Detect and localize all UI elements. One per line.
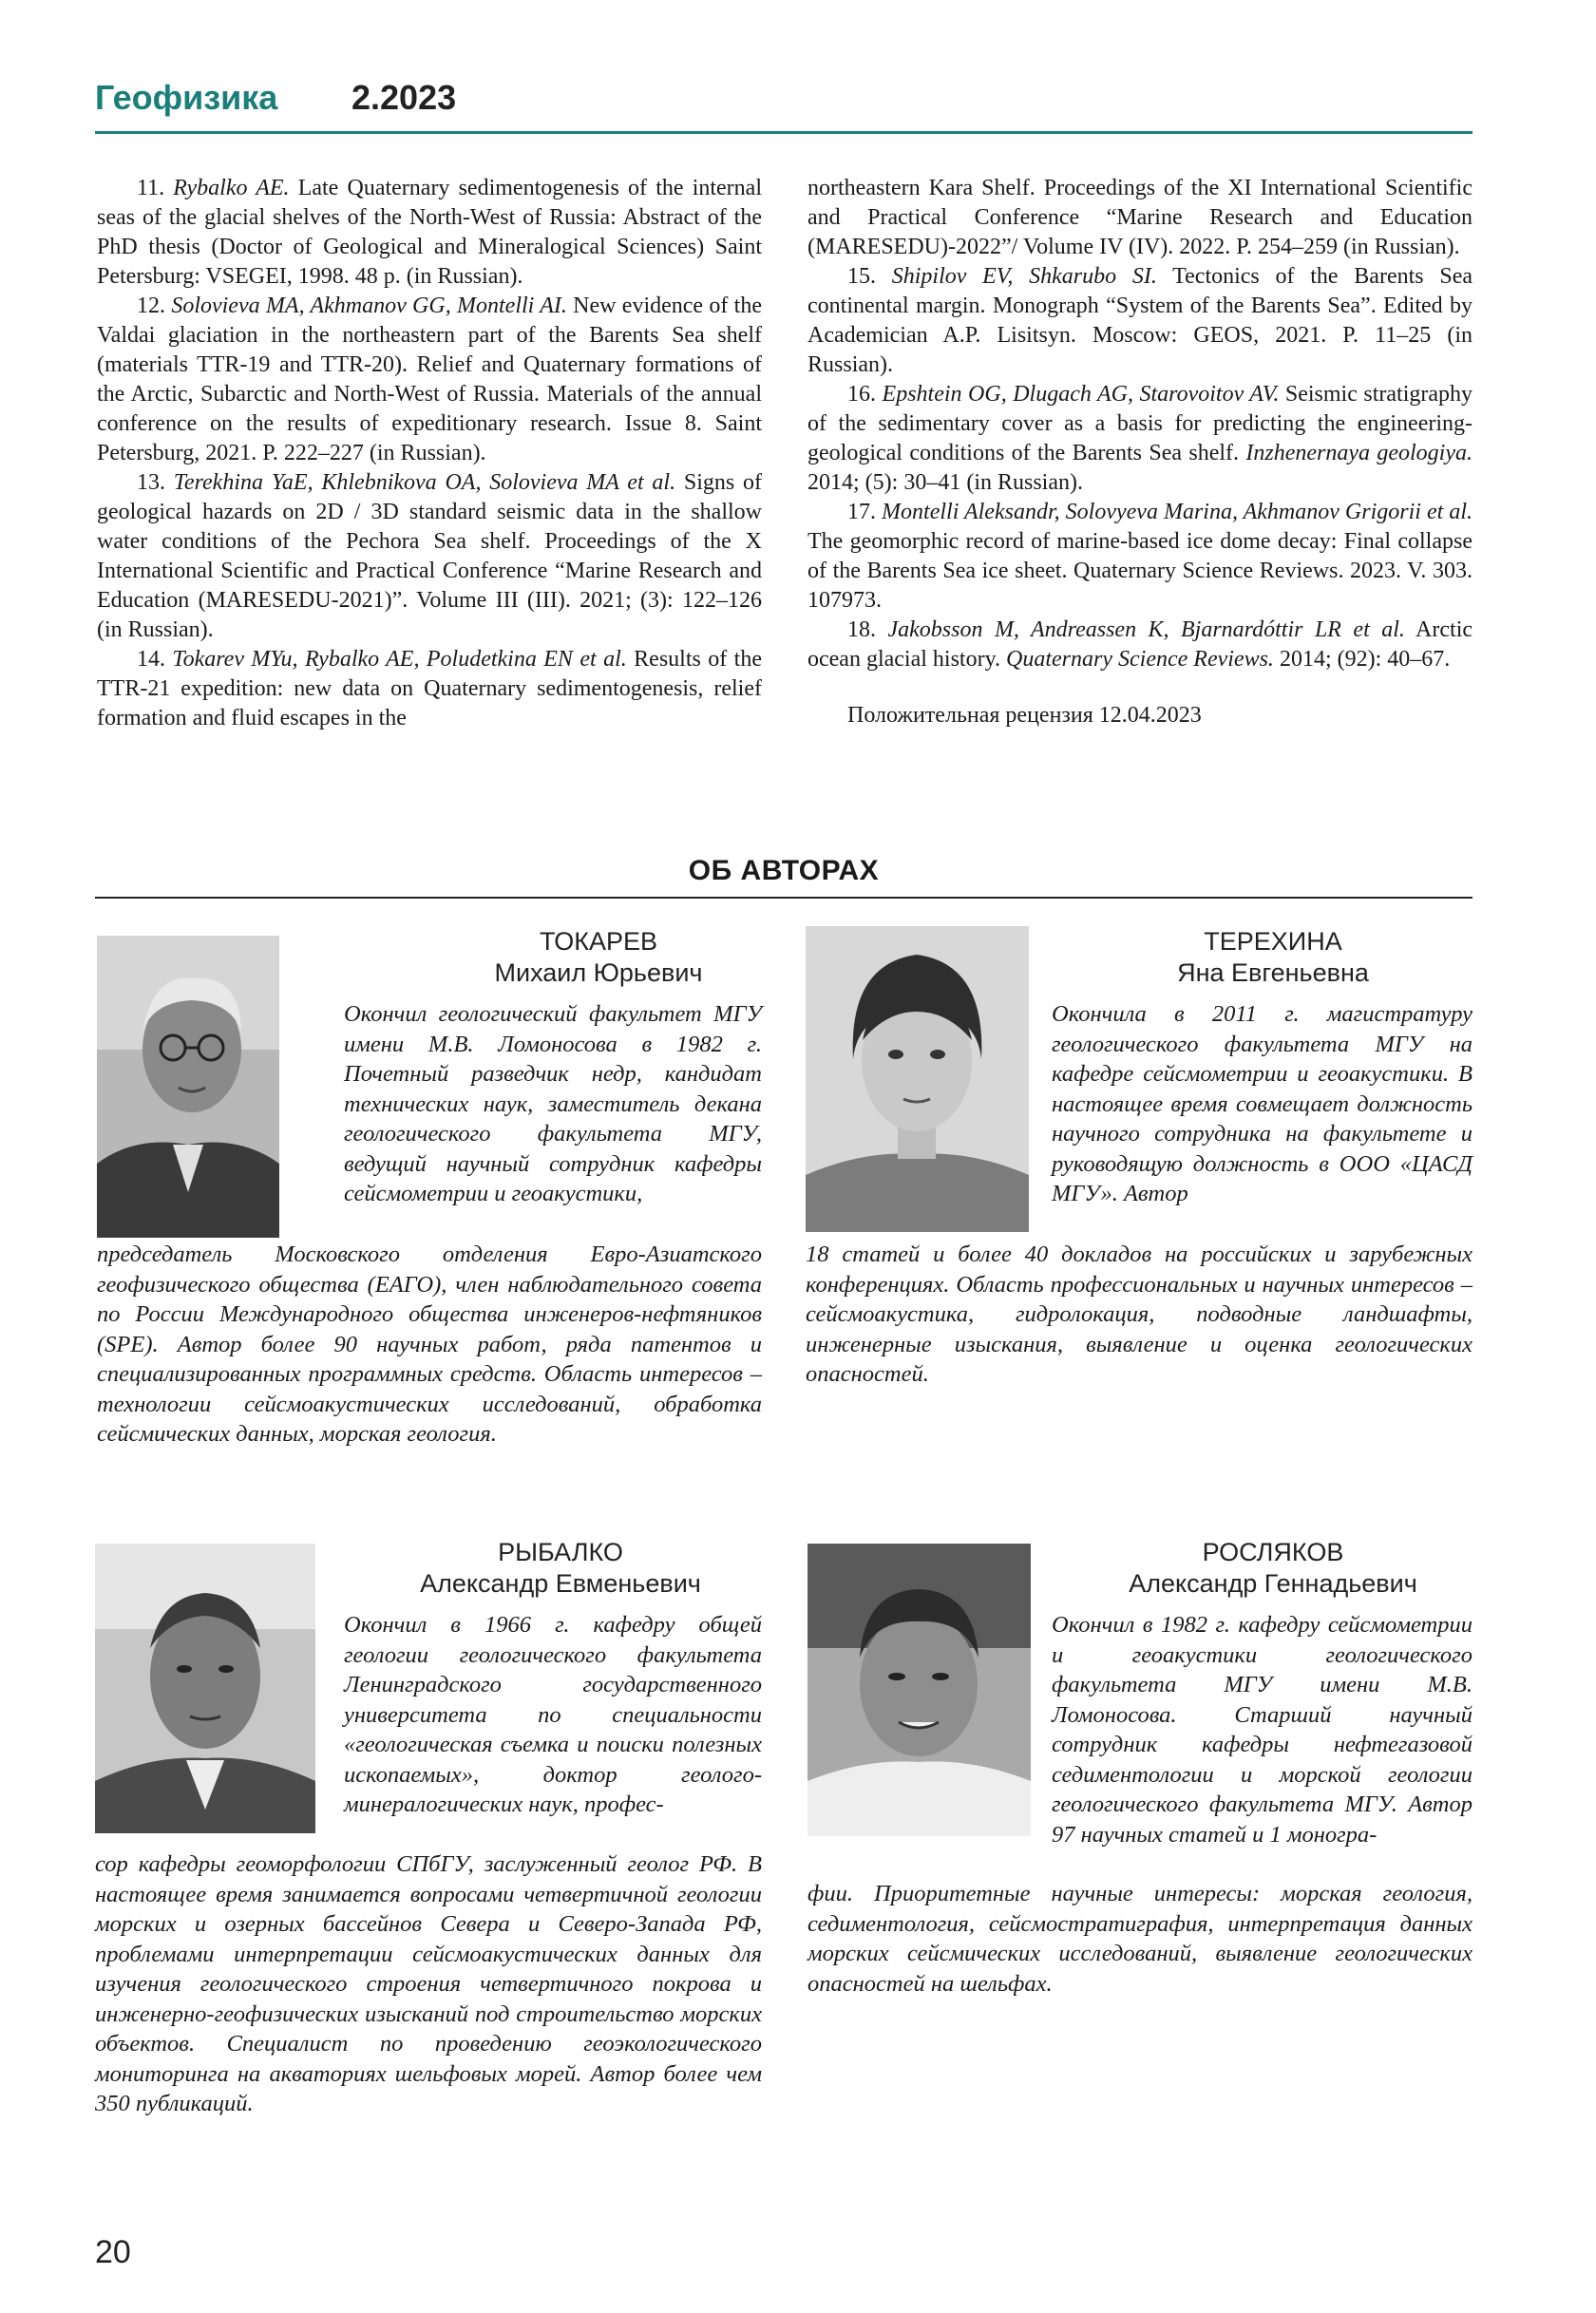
author-name-rybalko	[370, 1537, 750, 1600]
author-surname: ТОКАРЕВ	[539, 927, 658, 956]
references-left-column	[97, 174, 762, 733]
references-right-column	[808, 174, 1472, 730]
journal-title: Геофизика	[95, 78, 278, 117]
reference-item: 14. Tokarev MYu, Rybalko AE, Poludetkina EN et al. Results of the TTR-21 expedition: new data on Quaternary sedimentogenesis, relief formation and fluid escapes in the	[97, 647, 762, 730]
reference-item: 16. Epshtein OG, Dlugach AG, Starovoitov AV. Seismic stratigraphy of the sedimentary cover as a basis for predicting the engineering-geological conditions of the Barents Sea shelf. Inzhenernaya geologiya. 2014; (5): 30–41 (in Russian).	[808, 382, 1473, 495]
author-bio-terekhina: Окончила в 2011 г. магистратуру геологического факультета МГУ на кафедре сейсмометрии и геоакустики. В настоящее время совмещает должность научного сотрудника на факультете и руководящую должность в ООО «ЦАСД МГУ». Автор	[1052, 1001, 1472, 1206]
reference-item: 13. Terekhina YaE, Khlebnikova OA, Solovieva MA et al. Signs of geological hazards on 2D / 3D standard seismic data in the shallow water conditions of the Pechora Sea shelf. Proceedings of the X International Scientific and Practical Conference “Marine Research and Education (MARESEDU-2021)”. Volume III (III). 2021; (3): 122–126 (in Russian).	[97, 470, 762, 642]
author-given-name: Яна Евгеньевна	[1177, 958, 1369, 987]
reference-item: 17. Montelli Aleksandr, Solovyeva Marina, Akhmanov Grigorii et al. The geomorphic record of marine-based ice dome decay: Final collapse of the Barents Sea ice sheet. Quaternary Science Reviews. 2023. V. 303. 107973.	[808, 500, 1472, 613]
reference-item: 18. Jakobsson M, Andreassen K, Bjarnardóttir LR et al. Arctic ocean glacial history. Quaternary Science Reviews. 2014; (92): 40–67.	[808, 617, 1473, 672]
author-bio-rybalko: Окончил в 1966 г. кафедру общей геологии геологического факультета Ленинградского государственного университета по специальности «геологическая съемка и поиски полезных ископаемых», доктор геолого-минералогических наук, профес-	[344, 1612, 762, 1817]
author-surname: РОСЛЯКОВ	[1202, 1538, 1344, 1566]
reference-item: 15. Shipilov EV, Shkarubo SI. Tectonics of the Barents Sea continental margin. Monograph “System of the Barents Sea”. Edited by Academician A.P. Lisitsyn. Moscow: GEOS, 2021. P. 11–25 (in Russian).	[808, 264, 1473, 377]
author-bio-roslyakov-cont: фии. Приоритетные научные интересы: морская геология, седиментология, сейсмостратиграфия, интерпретация данных морских сейсмических исследований, выявление геологических опасностей на шельфах.	[808, 1881, 1472, 1997]
author-bio-tokarev: Окончил геологический факультет МГУ имени М.В. Ломоносова в 1982 г. Почетный разведчик недр, кандидат технических наук, заместитель декана геологического факультета МГУ, ведущий научный сотрудник кафедры сейсмометрии и геоакустики,	[344, 1001, 762, 1206]
author-photo-terekhina	[806, 926, 1029, 1232]
author-given-name: Александр Евменьевич	[420, 1569, 701, 1598]
author-name-roslyakov	[1083, 1537, 1463, 1600]
page-number: 20	[95, 2234, 131, 2270]
authors-section-title: ОБ АВТОРАХ	[95, 855, 1472, 899]
journal-header	[95, 78, 1472, 134]
author-given-name: Александр Геннадьевич	[1129, 1569, 1417, 1598]
review-note: Положительная рецензия 12.04.2023	[847, 703, 1202, 728]
author-name-terekhina	[1083, 926, 1463, 989]
author-bio-rybalko-cont: сор кафедры геоморфологии СПбГУ, заслуженный геолог РФ. В настоящее время занимается вопросами четвертичной геологии морских и озерных бассейнов Севера и Северо-Запада РФ, проблемами интерпретации сейсмоакустических данных для изучения геологического строения четвертичного покрова и инженерно-геофизических изысканий под строительство морских объектов. Специалист по проведению геоэкологического мониторинга на акваториях шельфовых морей. Автор более чем 350 публикаций.	[95, 1851, 762, 2116]
author-given-name: Михаил Юрьевич	[494, 958, 703, 987]
author-surname: РЫБАЛКО	[498, 1538, 623, 1566]
author-photo-roslyakov	[808, 1544, 1031, 1836]
reference-item: 11. Rybalko AE. Late Quaternary sedimentogenesis of the internal seas of the glacial shelves of the North-West of Russia: Abstract of the PhD thesis (Doctor of Geological and Mineralogical Sciences) Saint Petersburg: VSEGEI, 1998. 48 p. (in Russian).	[97, 176, 762, 289]
author-photo-tokarev	[97, 936, 279, 1238]
issue-number: 2.2023	[352, 78, 457, 117]
author-bio-terekhina-cont: 18 статей и более 40 докладов на российских и зарубежных конференциях. Область профессиональных и научных интересов – сейсмоакустика, гидролокация, подводные ландшафты, инженерные изыскания, выявление и оценка геологических опасностей.	[806, 1242, 1472, 1387]
reference-item: 12. Solovieva MA, Akhmanov GG, Montelli AI. New evidence of the Valdai glaciation in the northeastern part of the Barents Sea shelf (materials TTR-19 and TTR-20). Relief and Quaternary formations of the Arctic, Subarctic and North-West of Russia. Materials of the annual conference on the results of expeditionary research. Issue 8. Saint Petersburg, 2021. P. 222–227 (in Russian).	[97, 294, 762, 465]
author-name-tokarev	[428, 926, 770, 989]
author-surname: ТЕРЕХИНА	[1204, 927, 1342, 956]
reference-continuation: northeastern Kara Shelf. Proceedings of the XI International Scientific and Practical Conference “Marine Research and Education (MARESEDU)-2022”/ Volume IV (IV). 2022. P. 254–259 (in Russian).	[808, 176, 1472, 259]
author-bio-tokarev-cont: председатель Московского отделения Евро-Азиатского геофизического общества (ЕАГО), член наблюдательного совета по России Международного общества инженеров-нефтяников (SPE). Автор более 90 научных работ, ряда патентов и специализированных программных средств. Область интересов – технологии сейсмоакустических исследований, обработка сейсмических данных, морская геология.	[97, 1242, 762, 1447]
author-photo-rybalko	[95, 1544, 315, 1833]
author-bio-roslyakov: Окончил в 1982 г. кафедру сейсмометрии и геоакустики геологического факультета МГУ имени М.В. Ломоносова. Старший научный сотрудник кафедры нефтегазовой седиментологии и морской геологии геологического факультета МГУ. Автор 97 научных статей и 1 моногра-	[1052, 1612, 1472, 1848]
